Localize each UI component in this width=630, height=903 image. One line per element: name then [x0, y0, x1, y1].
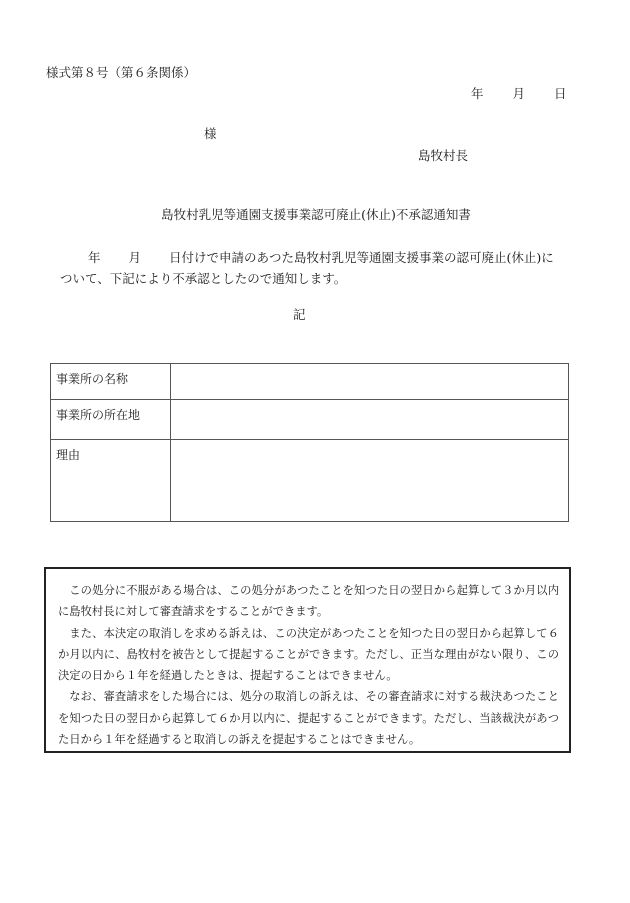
row-label: 事業所の所在地 [51, 400, 171, 440]
document-title: 島牧村乳児等通園支援事業認可廃止(休止)不承認通知書 [161, 207, 471, 222]
body-line-2: ついて、下記により不承認としたので通知します。 [60, 270, 347, 286]
sender-name: 島牧村長 [418, 148, 469, 163]
addressee-suffix: 様 [204, 126, 217, 141]
table-row [51, 364, 569, 400]
body-line-1-text: 日付けで申請のあつた島牧村乳児等通園支援事業の認可廃止(休止)に [169, 250, 554, 265]
date-line [471, 88, 567, 101]
body-year-label: 年 [88, 250, 101, 265]
row-label: 事業所の名称 [51, 364, 171, 400]
body-month-label: 月 [128, 250, 142, 265]
table-row [51, 440, 569, 522]
form-number: 様式第８号（第６条関係） [46, 65, 197, 80]
appeal-notice-box [44, 567, 571, 753]
date-month-label: 月 [512, 86, 526, 101]
body-line-1 [60, 248, 590, 269]
date-day-label: 日 [554, 86, 567, 101]
date-year-label: 年 [471, 86, 484, 101]
notice-paragraph: この処分に不服がある場合は、この処分があつたことを知つた日の翌日から起算して３か月以内に島牧村長に対して審査請求をすることができます。 [58, 584, 559, 619]
table-row [51, 400, 569, 440]
facility-address-field [171, 400, 569, 440]
notice-paragraph: また、本決定の取消しを求める訴えは、この決定があつたことを知つた日の翌日から起算して６か月以内に、島牧村を被告として提起することができます。ただし、正当な理由がない限り、この決定の日から１年を経過したときは、提起することはできません。 [58, 626, 559, 683]
reason-field [171, 440, 569, 522]
body-paragraph [60, 248, 590, 289]
info-table [50, 363, 569, 522]
row-label: 理由 [51, 440, 171, 522]
ki-heading: 記 [293, 307, 306, 322]
notice-paragraph: なお、審査請求をした場合には、処分の取消しの訴えは、その審査請求に対する裁決あつたことを知つた日の翌日から起算して６か月以内に、提起することができます。ただし、当該裁決があつた日から１年を経過すると取消しの訴えを提起することはできません。 [58, 690, 559, 747]
facility-name-field [171, 364, 569, 400]
